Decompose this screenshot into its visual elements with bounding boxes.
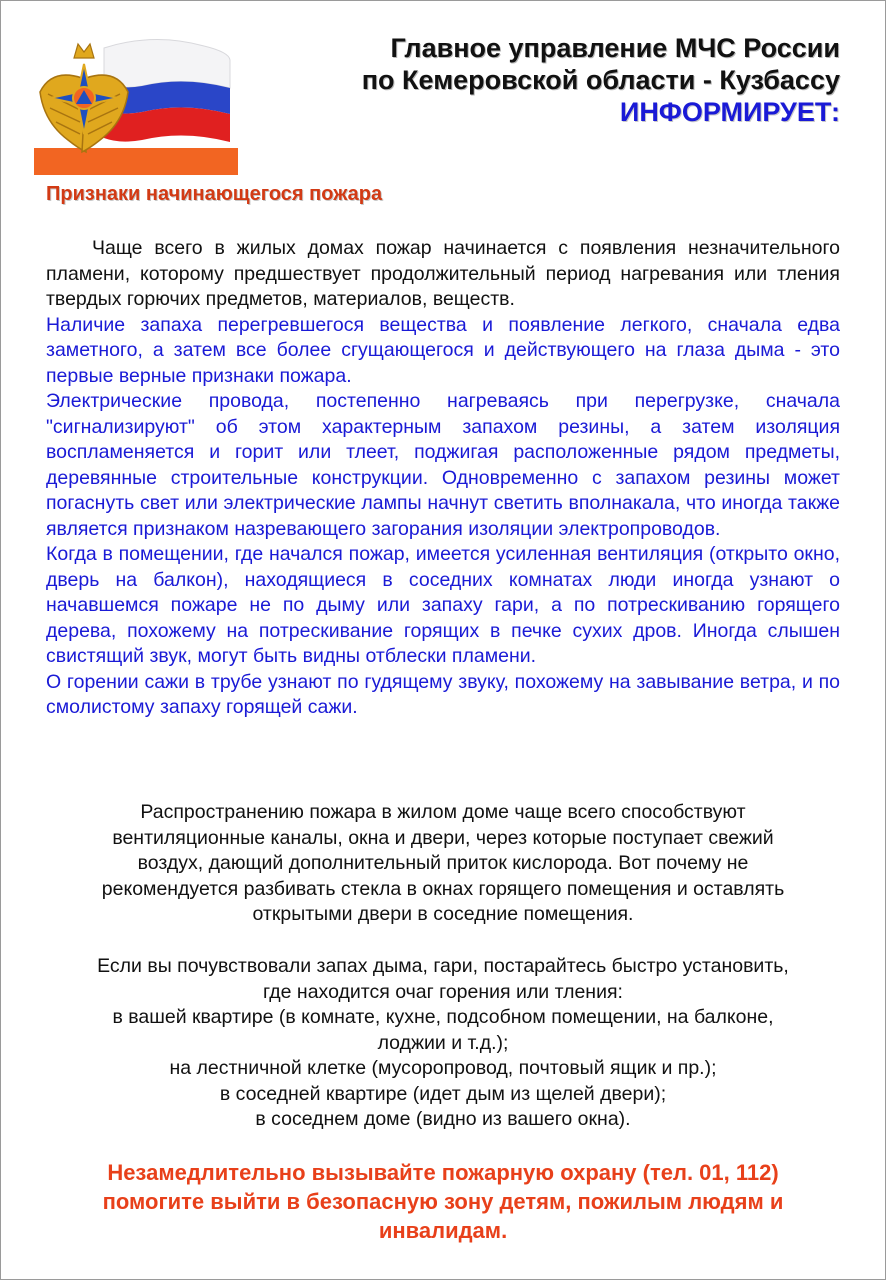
centered-line: где находится очаг горения или тления: bbox=[263, 980, 623, 1003]
centered-line: Распространению пожара в жилом доме чаще всего способствуют bbox=[140, 801, 746, 823]
warning-line: Незамедлительно вызывайте пожарную охрану (тел. 01, 112) bbox=[107, 1160, 779, 1185]
centered-line: вентиляционные каналы, окна и двери, через которые поступает свежий bbox=[112, 826, 774, 849]
section-heading: Признаки начинающегося пожара bbox=[46, 183, 383, 205]
emergency-call-warning bbox=[46, 1158, 840, 1245]
mchs-emblem-icon bbox=[34, 30, 238, 175]
header-line-2: по Кемеровской области - Кузбассу bbox=[361, 65, 840, 95]
header bbox=[280, 32, 840, 128]
centered-line: воздух, дающий дополнительный приток кислорода. Вот почему не bbox=[137, 852, 749, 874]
centered-line: Если вы почувствовали запах дыма, гари, постарайтесь быстро установить, bbox=[97, 955, 789, 977]
spread-factors-block bbox=[46, 800, 840, 928]
warning-line: помогите выйти в безопасную зону детям, пожилым людям и bbox=[102, 1189, 784, 1214]
paragraph: Наличие запаха перегревшегося вещества и появление легкого, сначала едва заметного, а затем все более сгущающегося и действующего на глаза дыма - это первые верные признаки пожара. bbox=[46, 313, 840, 387]
centered-line: в соседнем доме (видно из вашего окна). bbox=[255, 1108, 631, 1130]
paragraph: О горении сажи в трубе узнают по гудящему звуку, похожему на завывание ветра, и по смолистому запаху горящей сажи. bbox=[46, 670, 840, 718]
centered-line: рекомендуется разбивать стекла в окнах горящего помещения и оставлять bbox=[101, 877, 785, 900]
centered-line: открытыми двери в соседние помещения. bbox=[252, 903, 634, 925]
header-line-1: Главное управление МЧС России bbox=[390, 33, 840, 63]
centered-line: в соседней квартире (идет дым из щелей двери); bbox=[219, 1082, 667, 1105]
paragraph: Когда в помещении, где начался пожар, имеется усиленная вентиляция (открыто окно, дверь на балкон), находящиеся в соседних комнатах люди иногда узнают о начавшемся пожаре не по дыму или запаху гари, а по потрескиванию горящего дерева, похожему на потрескивание горящих в печке сухих дров. Иногда слышен свистящий звук, могут быть видны отблески пламени. bbox=[46, 543, 840, 667]
smoke-source-block bbox=[46, 954, 840, 1133]
centered-line: лоджии и т.д.); bbox=[377, 1031, 509, 1054]
centered-line: на лестничной клетке (мусоропровод, почтовый ящик и пр.); bbox=[169, 1057, 717, 1079]
paragraph: Электрические провода, постепенно нагреваясь при перегрузке, сначала "сигнализируют" об этом характерным запахом резины, а затем изоляция воспламеняется и горит или тлеет, поджигая расположенные рядом предметы, деревянные строительные конструкции. Одновременно с запахом резины может погаснуть свет или электрические лампы начнут светить вполнакала, что иногда также является признаком назревающего загорания изоляции электропроводов. bbox=[46, 390, 840, 540]
centered-line: в вашей квартире (в комнате, кухне, подсобном помещении, на балконе, bbox=[112, 1006, 774, 1028]
body-text bbox=[46, 236, 840, 721]
header-informs: ИНФОРМИРУЕТ: bbox=[619, 97, 840, 127]
warning-line: инвалидам. bbox=[378, 1218, 508, 1243]
paragraph: Чаще всего в жилых домах пожар начинается с появления незначительного пламени, которому предшествует продолжительный период нагревания или тления твердых горючих предметов, материалов, веществ. bbox=[46, 237, 840, 310]
